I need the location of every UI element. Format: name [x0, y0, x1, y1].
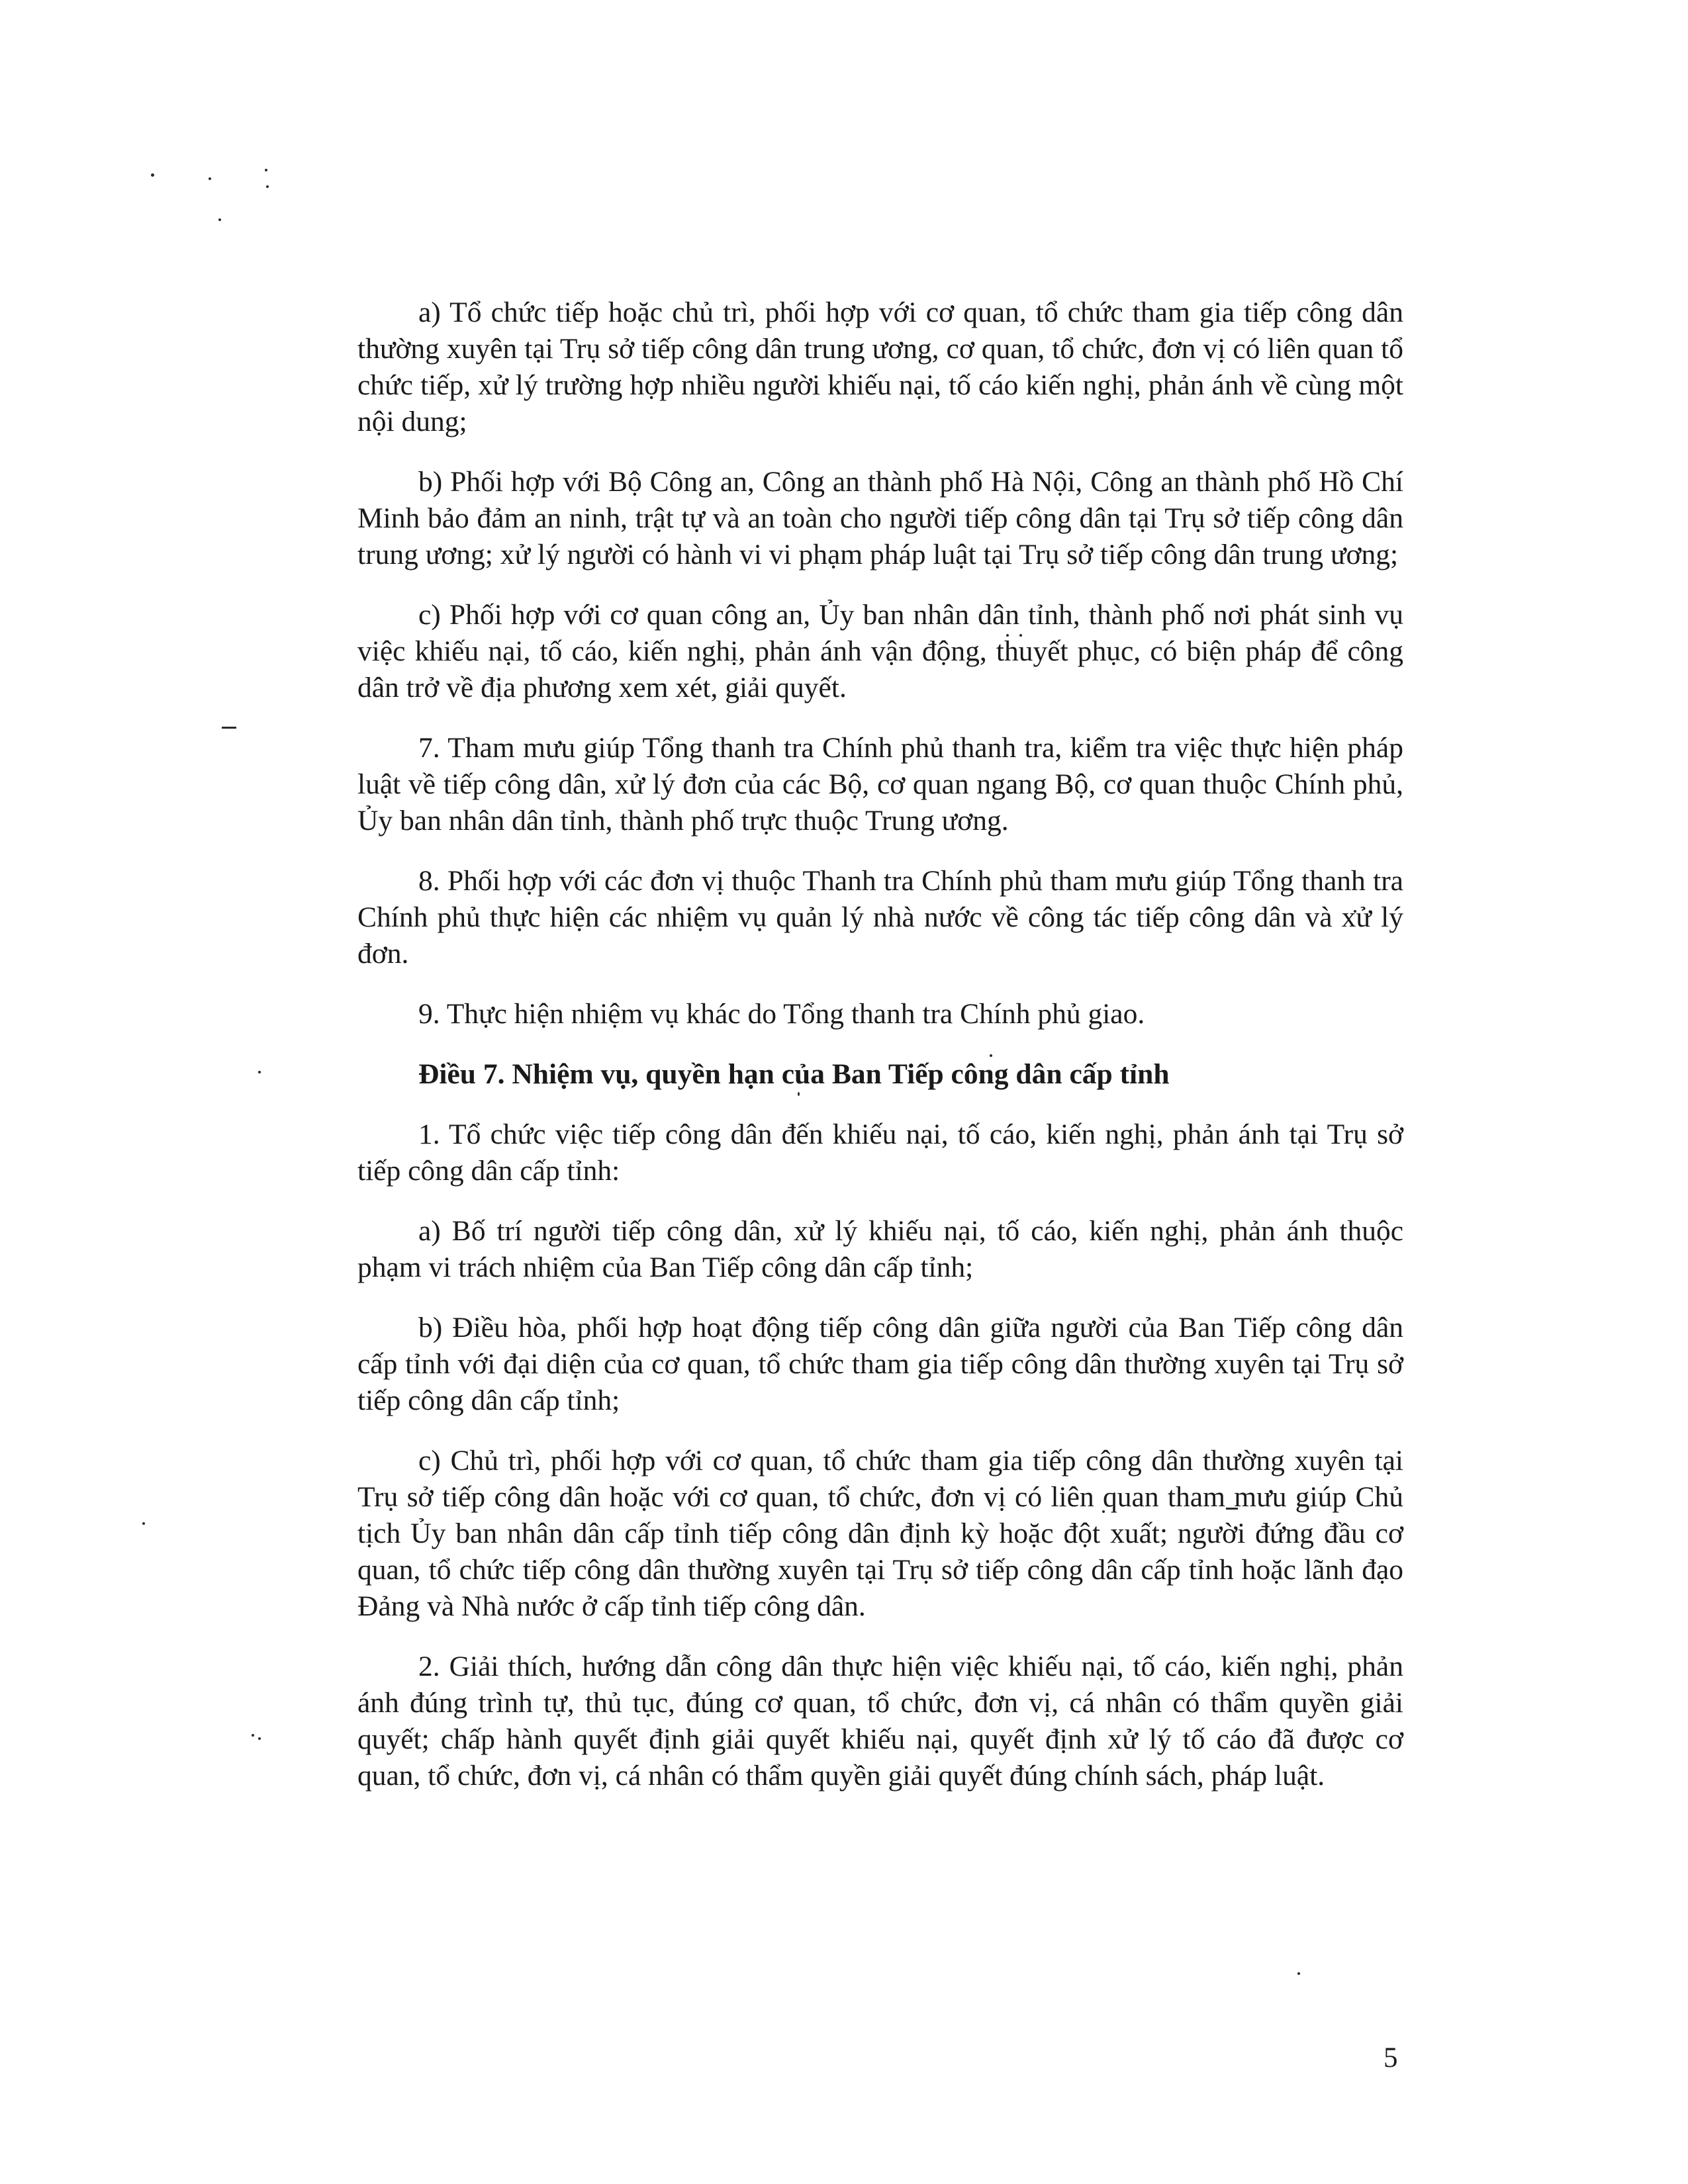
paragraph-art7-2: 2. Giải thích, hướng dẫn công dân thực hiện việc khiếu nại, tố cáo, kiến nghị, phản ánh đúng trình tự, thủ tục, đúng cơ quan, tổ chức, đơn vị, cá nhân có thẩm quyền giải quyết; chấp hành quyết định giải quyết khiếu nại, quyết định xử lý tố cáo đã được cơ quan, tổ chức, đơn vị, cá nhân có thẩm quyền giải quyết đúng chính sách, pháp luật. — [357, 1651, 1403, 1792]
scan-speck — [218, 218, 221, 221]
scan-speck — [209, 177, 211, 180]
paragraph-art7-1: 1. Tổ chức việc tiếp công dân đến khiếu nại, tố cáo, kiến nghị, phản ánh tại Trụ sở tiếp công dân cấp tỉnh: — [357, 1118, 1403, 1187]
article-heading: Điều 7. Nhiệm vụ, quyền hạn của Ban Tiếp công dân cấp tỉnh — [418, 1058, 1170, 1090]
paragraph-art7-1b: b) Điều hòa, phối hợp hoạt động tiếp công dân giữa người của Ban Tiếp công dân cấp tỉnh với đại diện của cơ quan, tổ chức tham gia tiếp công dân thường xuyên tại Trụ sở tiếp công dân cấp tỉnh; — [357, 1312, 1403, 1416]
scan-speck — [258, 1071, 261, 1073]
scan-mark — [222, 727, 236, 729]
paragraph-7: 7. Tham mưu giúp Tổng thanh tra Chính phủ thanh tra, kiểm tra việc thực hiện pháp luật về tiếp công dân, xử lý đơn của các Bộ, cơ quan ngang Bộ, cơ quan thuộc Chính phủ, Ủy ban nhân dân tỉnh, thành phố trực thuộc Trung ương. — [357, 732, 1403, 837]
paragraph-art7-1a: a) Bố trí người tiếp công dân, xử lý khiếu nại, tố cáo, kiến nghị, phản ánh thuộc phạm vi trách nhiệm của Ban Tiếp công dân cấp tỉnh; — [357, 1215, 1403, 1283]
scan-speck — [1297, 1972, 1300, 1975]
paragraph-6a: a) Tổ chức tiếp hoặc chủ trì, phối hợp với cơ quan, tổ chức tham gia tiếp công dân thường xuyên tại Trụ sở tiếp công dân trung ương, cơ quan, tổ chức, đơn vị có liên quan tổ chức tiếp, xử lý trường hợp nhiều người khiếu nại, tố cáo kiến nghị, phản ánh về cùng một nội dung; — [357, 296, 1403, 437]
scan-speck — [258, 1737, 261, 1740]
page-number: 5 — [1383, 2042, 1398, 2073]
paragraph-6b: b) Phối hợp với Bộ Công an, Công an thành phố Hà Nội, Công an thành phố Hồ Chí Minh bảo đảm an ninh, trật tự và an toàn cho người tiếp công dân tại Trụ sở tiếp công dân trung ương; xử lý người có hành vi vi phạm pháp luật tại Trụ sở tiếp công dân trung ương; — [357, 466, 1403, 570]
paragraph-6c: c) Phối hợp với cơ quan công an, Ủy ban nhân dân tỉnh, thành phố nơi phát sinh vụ việc khiếu nại, tố cáo, kiến nghị, phản ánh vận động, thuyết phục, có biện pháp để công dân trở về địa phương xem xét, giải quyết. — [357, 599, 1403, 704]
scan-speck — [266, 185, 269, 188]
scan-speck — [142, 1522, 145, 1525]
document-body — [357, 295, 1403, 1818]
scan-speck — [151, 173, 154, 177]
paragraph-9: 9. Thực hiện nhiệm vụ khác do Tổng thanh tra Chính phủ giao. — [418, 998, 1145, 1030]
scan-speck — [265, 169, 267, 171]
scan-speck — [252, 1734, 254, 1737]
paragraph-8: 8. Phối hợp với các đơn vị thuộc Thanh tra Chính phủ tham mưu giúp Tổng thanh tra Chính phủ thực hiện các nhiệm vụ quản lý nhà nước về công tác tiếp công dân và xử lý đơn. — [357, 865, 1403, 970]
paragraph-art7-1c: c) Chủ trì, phối hợp với cơ quan, tổ chức tham gia tiếp công dân thường xuyên tại Trụ sở tiếp công dân hoặc với cơ quan, tổ chức, đơn vị có liên quan tham mưu giúp Chủ tịch Ủy ban nhân dân cấp tỉnh tiếp công dân định kỳ hoặc đột xuất; người đứng đầu cơ quan, tổ chức tiếp công dân thường xuyên tại Trụ sở tiếp công dân cấp tỉnh hoặc lãnh đạo Đảng và Nhà nước ở cấp tỉnh tiếp công dân. — [357, 1445, 1403, 1622]
